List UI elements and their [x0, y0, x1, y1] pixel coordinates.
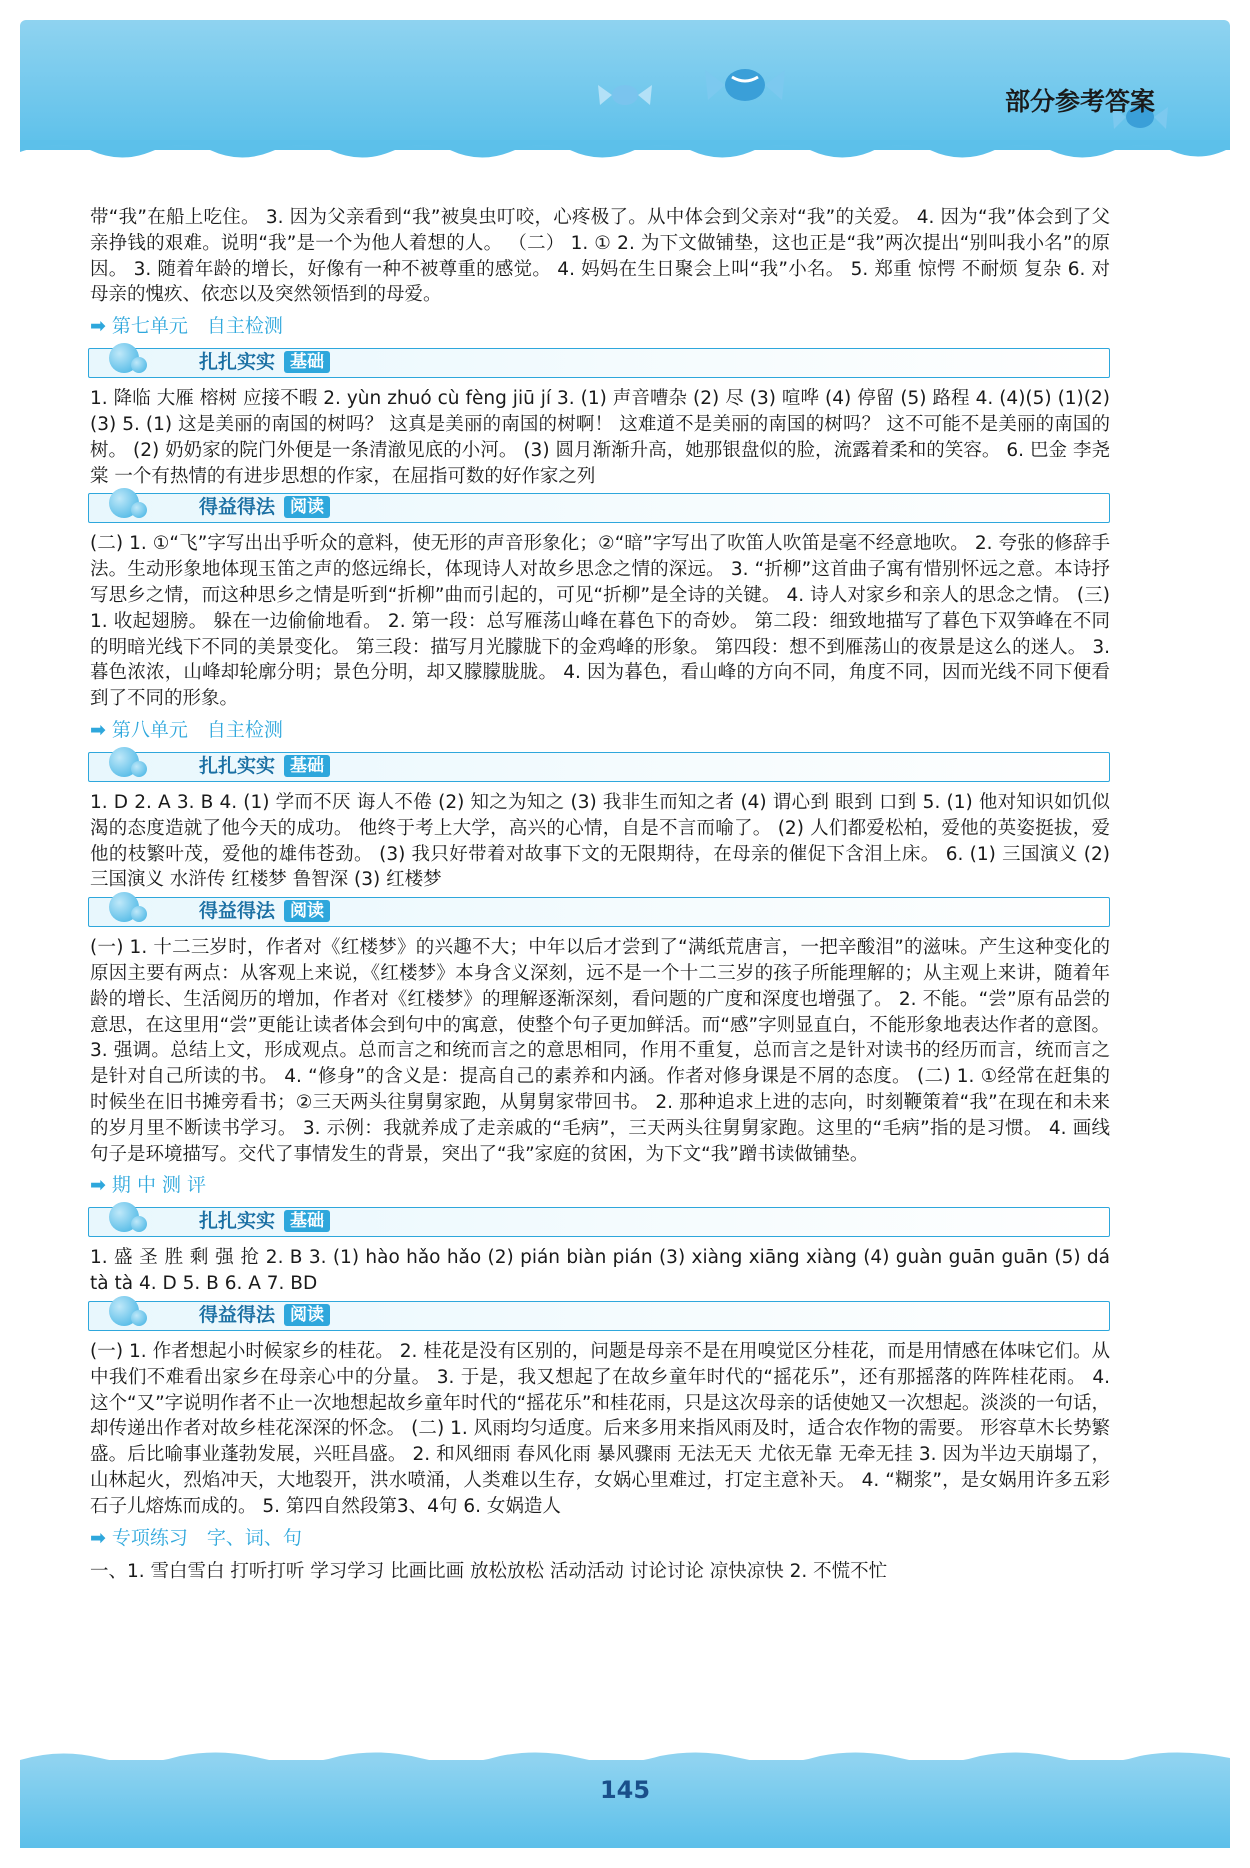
bubble-icon	[131, 1216, 147, 1232]
unit-heading: ➡ 期 中 测 评	[90, 1173, 1110, 1199]
bubble-icon	[131, 1310, 147, 1326]
intro-paragraph: 带“我”在船上吃住。 3. 因为父亲看到“我”被臭虫叮咬，心疼极了。从中体会到父亲对“我”的关爱。 4. 因为“我”体会到了父亲挣钱的艰难。说明“我”是一个为他人着想的人。 （二） 1. ① 2. 为下文做铺垫，这也正是“我”两次提出“别叫我小名”的原因。 3. 随着年龄的增长，好像有一种不被尊重的感觉。 4. 妈妈在生日聚会上叫“我”小名。 5. 郑重 惊愕 不耐烦 复杂 6. 对母亲的愧疚、依恋以及突然领悟到的母爱。	[90, 207, 1110, 306]
header-wave	[20, 140, 1230, 164]
section-tag: 阅读	[284, 900, 330, 922]
answer-paragraph: (一) 1. 作者想起小时候家乡的桂花。 2. 桂花是没有区别的，问题是母亲不是在用嗅觉区分桂花，而是用情感在体味它们。从中我们不难看出家乡在母亲心中的分量。 3. 于是，我又想起了在故乡童年时代的“摇花乐”，还有那摇落的阵阵桂花雨。 4. 这个“又”字说明作者不止一次地想起故乡童年时代的“摇花乐”和桂花雨，只是这次母亲的话使她又一次想起。淡淡的一句话，却传递出作者对故乡桂花深深的怀念。 (二) 1. 风雨均匀适度。后来多用来指风雨及时，适合农作物的需要。 形容草木长势繁盛。后比喻事业蓬勃发展，兴旺昌盛。 2. 和风细雨 春风化雨 暴风骤雨 无法无天 尤依无靠 无牵无挂 3. 因为半边天崩塌了，山林起火，烈焰冲天，大地裂开，洪水喷涌，人类难以生存，女娲心里难过，打定主意补天。 4. “糊浆”，是女娲用许多五彩石子儿熔炼而成的。 5. 第四自然段第3、4句 6. 女娲造人	[90, 1340, 1110, 1517]
unit-heading: ➡ 专项练习 字、词、句	[90, 1525, 1110, 1551]
answer-paragraph: 一、1. 雪白雪白 打听打听 学习学习 比画比画 放松放松 活动活动 讨论讨论 凉快凉快 2. 不慌不忙	[90, 1561, 888, 1583]
section-bar	[88, 897, 1110, 927]
answer-paragraph: 1. 降临 大雁 榕树 应接不暇 2. yùn zhuó cù fèng jiū jí 3. (1) 声音嘈杂 (2) 尽 (3) 喧哗 (4) 停留 (5) 路程 4. (4)(5) (1)(2)(3) 5. (1) 这是美丽的南国的树吗？ 这真是美丽的南国的树啊！ 这难道不是美丽的南国的树吗？ 这不可能不是美丽的南国的树。 (2) 奶奶家的院门外便是一条清澈见底的小河。 (3) 圆月渐渐升高，她那银盘似的脸，流露着柔和的笑容。 6. 巴金 李尧棠 一个有热情的有进步思想的作家，在屈指可数的好作家之列	[90, 388, 1110, 487]
section-bar	[88, 752, 1110, 782]
bubble-icon	[131, 357, 147, 373]
section-bar	[88, 493, 1110, 523]
section-tag: 基础	[284, 1210, 330, 1232]
bubble-icon	[131, 502, 147, 518]
page-number: 145	[599, 1776, 651, 1804]
section-tag: 基础	[284, 755, 330, 777]
arrow-icon: ➡	[90, 315, 106, 338]
section-bar	[88, 1207, 1110, 1237]
answer-paragraph: (二) 1. ①“飞”字写出出乎听众的意料，使无形的声音形象化；②“暗”字写出了吹笛人吹笛是毫不经意地吹。 2. 夸张的修辞手法。生动形象地体现玉笛之声的悠远绵长，体现诗人对故乡思念之情的深远。 3. “折柳”这首曲子寓有惜别怀远之意。本诗抒写思乡之情，而这种思乡之情是听到“折柳”曲而引起的，可见“折柳”是全诗的关键。 4. 诗人对家乡和亲人的思念之情。 (三) 1. 收起翅膀。 躲在一边偷偷地看。 2. 第一段：总写雁荡山峰在暮色下的奇妙。 第二段：细致地描写了暮色下双笋峰在不同的明暗光线下不同的美景变化。 第三段：描写月光朦胧下的金鸡峰的形象。 第四段：想不到雁荡山的夜景是这么的迷人。 3. 暮色浓浓，山峰却轮廓分明；景色分明，却又朦朦胧胧。 4. 因为暮色，看山峰的方向不同，角度不同，因而光线不同下便看到了不同的形象。	[90, 533, 1110, 710]
section-tag: 阅读	[284, 1304, 330, 1326]
unit-heading: ➡ 第八单元 自主检测	[90, 718, 1110, 744]
footer-banner	[20, 1760, 1230, 1848]
section-label: 扎扎实实	[199, 1210, 276, 1233]
answer-content	[90, 205, 1110, 1585]
candy-icon	[595, 75, 655, 115]
arrow-icon: ➡	[90, 719, 106, 742]
answer-paragraph: 1. 盛 圣 胜 剩 强 抢 2. B 3. (1) hào hǎo hǎo (2) pián biàn pián (3) xiàng xiāng xiàng (4) guàn guān guān (5) dá tà tà 4. D 5. B 6. A 7. BD	[90, 1247, 1110, 1295]
unit-heading: ➡ 第七单元 自主检测	[90, 314, 1110, 340]
answer-paragraph: (一) 1. 十二三岁时，作者对《红楼梦》的兴趣不大；中年以后才尝到了“满纸荒唐言，一把辛酸泪”的滋味。产生这种变化的原因主要有两点：从客观上来说，《红楼梦》本身含义深刻，远不是一个十二三岁的孩子所能理解的；从主观上来讲，随着年龄的增长、生活阅历的增加，作者对《红楼梦》的理解逐渐深刻，看问题的广度和深度也增强了。 2. 不能。“尝”原有品尝的意思，在这里用“尝”更能让读者体会到句中的寓意，使整个句子更加鲜活。而“感”字则显直白，不能形象地表达作者的意图。 3. 强调。总结上文，形成观点。总而言之和统而言之的意思相同，作用不重复，总而言之是针对读书的经历而言，统而言之是针对自己所读的书。 4. “修身”的含义是：提高自己的素养和内涵。作者对修身课是不屑的态度。 (二) 1. ①经常在赶集的时候坐在旧书摊旁看书；②三天两头往舅舅家跑，从舅舅家带回书。 2. 那种追求上进的志向，时刻鞭策着“我”在现在和未来的岁月里不断读书学习。 3. 示例：我就养成了走亲戚的“毛病”，三天两头往舅舅家跑。这里的“毛病”指的是习惯。 4. 画线句子是环境描写。交代了事情发生的背景，突出了“我”家庭的贫困，为下文“我”蹭书读做铺垫。	[90, 937, 1110, 1165]
arrow-icon: ➡	[90, 1526, 106, 1549]
section-tag: 阅读	[284, 496, 330, 518]
header-title: 部分参考答案	[1004, 87, 1155, 116]
section-label: 扎扎实实	[199, 754, 276, 777]
section-label: 得益得法	[199, 496, 276, 519]
section-tag: 基础	[284, 351, 330, 373]
section-label: 得益得法	[199, 1303, 276, 1326]
candy-icon	[700, 55, 790, 115]
section-label: 得益得法	[199, 900, 276, 923]
section-bar	[88, 1301, 1110, 1331]
arrow-icon: ➡	[90, 1174, 106, 1197]
bubble-icon	[131, 906, 147, 922]
section-label: 扎扎实实	[199, 351, 276, 374]
answer-paragraph: 1. D 2. A 3. B 4. (1) 学而不厌 诲人不倦 (2) 知之为知之 (3) 我非生而知之者 (4) 谓心到 眼到 口到 5. (1) 他对知识如饥似渴的态度造就了他今天的成功。 他终于考上大学，高兴的心情，自是不言而喻了。 (2) 人们都爱松柏，爱他的英姿挺拔，爱他的枝繁叶茂，爱他的雄伟苍劲。 (3) 我只好带着对故事下文的无限期待，在母亲的催促下含泪上床。 6. (1) 三国演义 (2) 三国演义 水浒传 红楼梦 鲁智深 (3) 红楼梦	[90, 791, 1110, 891]
bubble-icon	[131, 761, 147, 777]
section-bar	[88, 348, 1110, 378]
